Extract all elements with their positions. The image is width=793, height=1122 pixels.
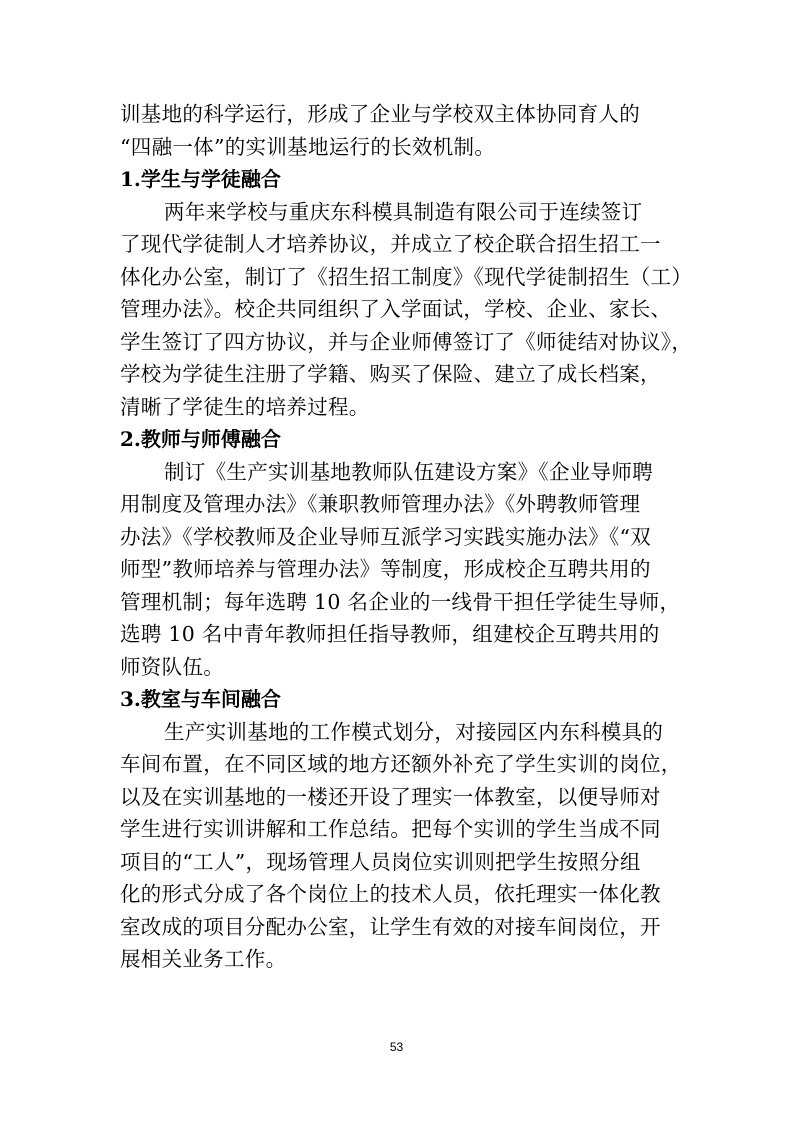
text-line: 项目的“工人”，现场管理人员岗位实训则把学生按照分组 xyxy=(120,849,641,874)
text-line: 清晰了学徒生的培养过程。 xyxy=(120,394,370,419)
section-heading-2: 2.教师与师傅融合 xyxy=(120,427,281,451)
text-line: 训基地的科学运行，形成了企业与学校双主体协同育人的 xyxy=(120,102,640,126)
text-line: 学生进行实训讲解和工作总结。把每个实训的学生当成不同 xyxy=(120,817,661,841)
text-line: 用制度及管理办法》《兼职教师管理办法》《外聘教师管理 xyxy=(120,492,641,516)
text-line: 化的形式分成了各个岗位上的技术人员，依托理实一体化教 xyxy=(120,882,661,906)
intro-paragraph xyxy=(120,98,680,163)
page-number: 53 xyxy=(389,1040,404,1054)
text-line: 室改成的项目分配办公室，让学生有效的对接车间岗位，开 xyxy=(120,914,661,939)
text-line: 管理机制；每年选聘 10 名企业的一线骨干担任学徒生导师， xyxy=(120,589,681,614)
text-line: 制订《生产实训基地教师队伍建设方案》《企业导师聘 xyxy=(164,459,653,484)
section-heading-3: 3.教室与车间融合 xyxy=(120,687,281,711)
text-line: 管理办法》。校企共同组织了入学面试，学校、企业、家长、 xyxy=(120,297,672,321)
section-paragraph-3 xyxy=(120,716,680,976)
text-line: 学校为学徒生注册了学籍、购买了保险、建立了成长档案， xyxy=(120,362,661,386)
section-paragraph-2 xyxy=(120,456,680,684)
text-line: 选聘 10 名中青年教师担任指导教师，组建校企互聘共用的 xyxy=(120,622,660,646)
text-line: 师资队伍。 xyxy=(120,654,224,679)
section-paragraph-1 xyxy=(120,196,693,424)
text-line: 学生签订了四方协议，并与企业师傅签订了《师徒结对协议》， xyxy=(120,329,693,354)
text-line: 了现代学徒制人才培养协议，并成立了校企联合招生招工一 xyxy=(120,232,661,256)
section-heading-1: 1.学生与学徒融合 xyxy=(120,167,281,191)
text-line: “四融一体”的实训基地运行的长效机制。 xyxy=(120,134,496,159)
text-line: 两年来学校与重庆东科模具制造有限公司于连续签订 xyxy=(164,199,643,224)
text-line: 体化办公室，制订了《招生招工制度》《现代学徒制招生（工） xyxy=(120,264,693,289)
text-line: 生产实训基地的工作模式划分，对接园区内东科模具的 xyxy=(164,719,664,744)
text-line: 办法》《学校教师及企业导师互派学习实践实施办法》《“双 xyxy=(120,524,652,549)
document-body xyxy=(120,98,693,976)
text-line: 展相关业务工作。 xyxy=(120,947,287,971)
text-line: 以及在实训基地的一楼还开设了理实一体教室，以便导师对 xyxy=(120,784,661,809)
text-line: 师型”教师培养与管理办法》等制度，形成校企互聘共用的 xyxy=(120,557,651,581)
text-line: 车间布置，在不同区域的地方还额外补充了学生实训的岗位， xyxy=(120,752,682,776)
